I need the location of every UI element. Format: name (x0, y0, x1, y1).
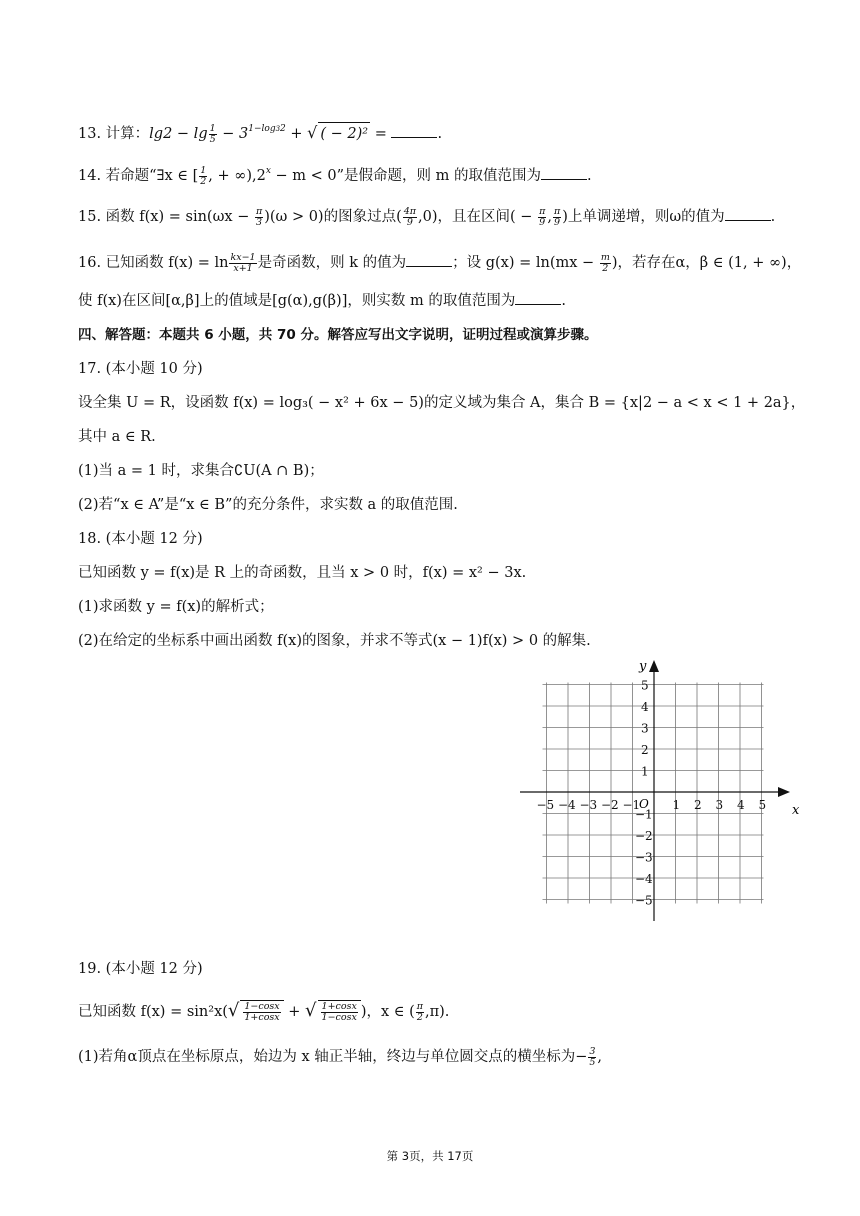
question-17-head: 17. (本小题 10 分) (78, 361, 203, 377)
question-17-part-2: (2)若“x ∈ A”是“x ∈ B”的充分条件，求实数 a 的取值范围. (78, 497, 458, 513)
x-tick-label: −5 (536, 798, 555, 812)
fraction: $\frac{1}{2}$ (200, 164, 207, 187)
question-18-part-1: (1)求函数 y = f(x)的解析式； (78, 599, 274, 615)
y-tick-label: −3 (635, 850, 653, 865)
y-tick-label: −4 (635, 872, 653, 886)
answer-blank (406, 254, 452, 267)
question-14: 14. 若命题“∃x ∈ [ $\frac{1}{2}$ , + $\infty),2^x - m < 0$”是假命题，则 m 的取值范围为 . (78, 164, 592, 187)
question-17-part-1: (1)当 a = 1 时，求集合∁U(A ∩ B)； (78, 463, 324, 479)
y-tick-label: 4 (641, 700, 649, 714)
x-tick-label: 2 (694, 798, 702, 812)
grid-lines (543, 683, 764, 904)
x-tick-label: 1 (672, 798, 681, 812)
x-tick-label: −2 (601, 798, 619, 812)
answer-blank (391, 125, 437, 138)
sqrt-sign: √ (227, 1000, 240, 1021)
question-17-line: 其中 a ∈ R. (78, 429, 156, 445)
coordinate-grid (518, 656, 808, 926)
section-heading: 四、解答题：本题共 6 小题，共 70 分。解答应写出文字说明，证明过程或演算步骤。 (78, 327, 598, 343)
question-19-head: 19. (本小题 12 分) (78, 961, 203, 977)
origin-label: O (639, 797, 649, 811)
sqrt-sign: √ (305, 1000, 317, 1021)
x-tick-label: 4 (737, 798, 745, 812)
y-tick-label: −1 (635, 807, 653, 822)
question-17-line: 设全集 U = R，设函数 f(x) = log₃( − x² + 6x − 5)的定义域为集合 A，集合 B = {x|2 − a < x < 1 + 2a}， (78, 395, 806, 411)
y-tick-label: 1 (641, 764, 649, 779)
y-tick-label: 3 (641, 721, 649, 736)
y-tick-label: −5 (635, 893, 653, 908)
x-axis-label: x (792, 803, 800, 818)
x-tick-label: −3 (579, 798, 598, 812)
answer-blank (515, 292, 561, 305)
question-18-head: 18. (本小题 12 分) (78, 531, 203, 547)
question-16-line-1: 16. 已知函数 f(x) = ln $\frac{kx-1}{x+1}$ 是奇函数，则 k 的值为 ；设 g(x) = ln(mx − $\frac{m}{2}$ )，若存在α，β ∈ (1, + ∞)， (78, 251, 802, 274)
question-18-part-2: (2)在给定的坐标系中画出函数 f(x)的图象，并求不等式(x − 1)f(x) > 0 的解集. (78, 633, 591, 649)
y-axis-arrow-icon (649, 660, 659, 672)
x-axis-arrow-icon (778, 787, 790, 797)
x-tick-label: −4 (558, 798, 576, 812)
y-tick-label: −2 (635, 829, 653, 843)
question-19-line-1: 已知函数 f(x) = sin²x(√ $\frac{1-\cos x}{1+\cos x}$ + √ $\frac{1+\cos x}{1-\cos x}$ )，x ∈ ( $\frac{\pi}{2}$ ,π). (78, 1000, 450, 1023)
x-tick-label: −1 (622, 798, 641, 812)
page-footer: 第 3页，共 17页 (386, 1149, 474, 1163)
question-15: 15. 函数 f(x) = sin(ωx − $\frac{\pi}{3}$ )(ω > 0)的图象过点( $\frac{4\pi}{9}$ ,0)，且在区间( − $\frac{\pi}{9}$ , $\frac{\pi}{9}$ )上单调递增，则ω的值为 . (78, 205, 776, 228)
question-13: 13. 计算：lg2 − lg $\frac{1}{5}$ − $3^{1-log32}$ + √ ( − 2)² = . (78, 122, 443, 145)
x-tick-label: 3 (715, 798, 724, 812)
fraction: $\frac{1}{5}$ (209, 122, 216, 145)
y-tick-label: 5 (641, 678, 649, 693)
y-axis-label: y (639, 659, 647, 674)
x-tick-label: 5 (758, 798, 767, 812)
question-18-line: 已知函数 y = f(x)是 R 上的奇函数，且当 x > 0 时，f(x) = x² − 3x. (78, 565, 527, 581)
question-16-line-2: 使 f(x)在区间[α,β]上的值域是[g(α),g(β)]，则实数 m 的取值范围为 . (78, 293, 566, 309)
y-tick-label: 2 (641, 743, 649, 757)
answer-blank (541, 167, 587, 180)
sqrt-sign: √ (307, 123, 318, 142)
answer-blank (725, 208, 771, 221)
question-19-line-2: (1)若角α顶点在坐标原点，始边为 x 轴正半轴，终边与单位圆交点的横坐标为− $\frac{3}{5}$ , (78, 1045, 603, 1068)
